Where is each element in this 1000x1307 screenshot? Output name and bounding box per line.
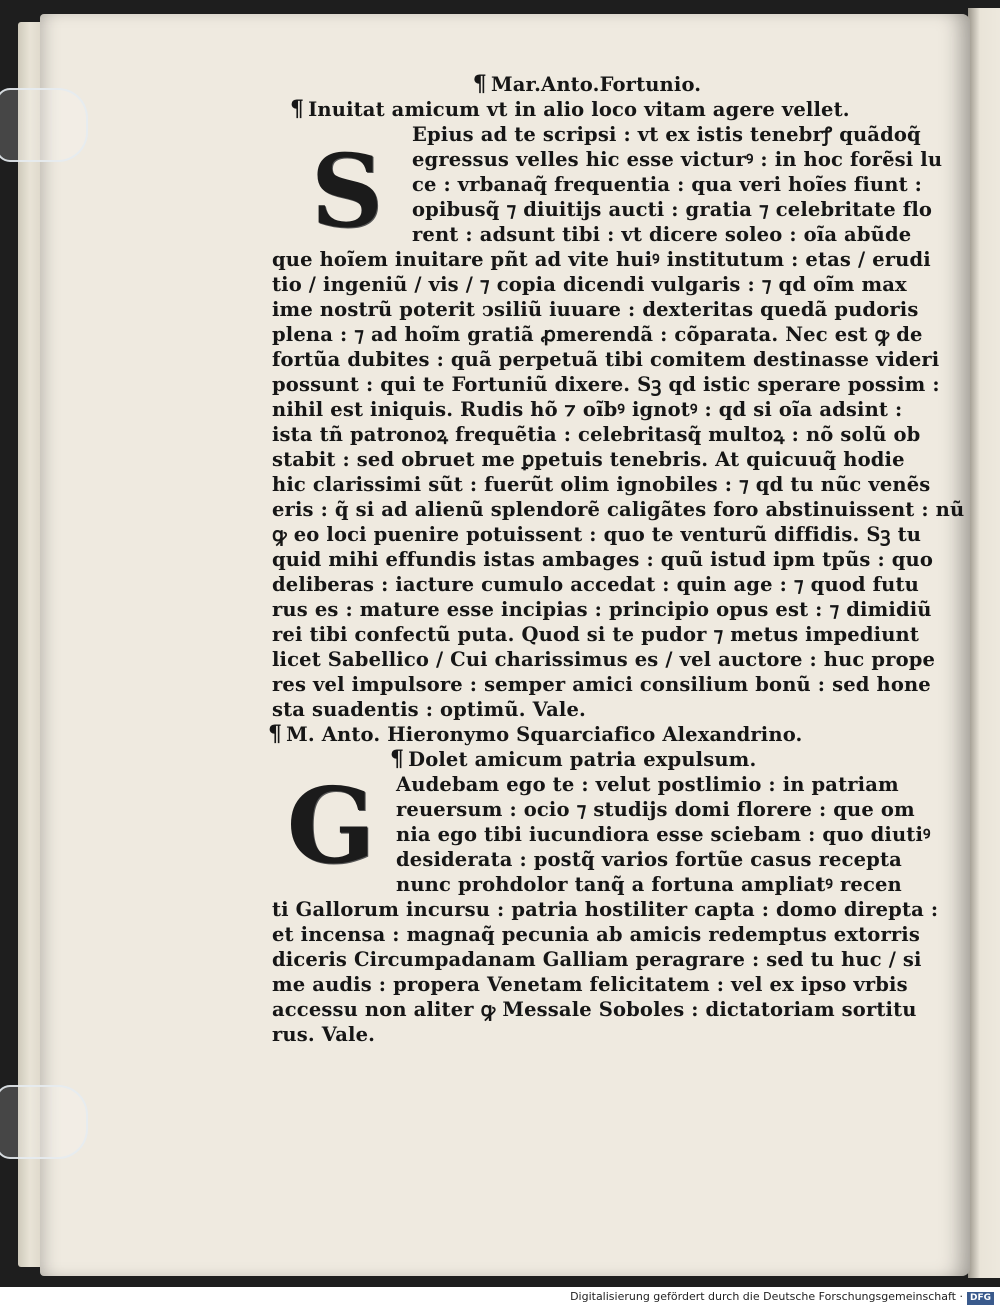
letter1-line: res vel impulsore : semper amici consilium bonũ : sed hone: [272, 673, 931, 696]
letter1-line: tio / ingeniũ / vis / ⁊ copia dicendi vulgaris : ⁊ qd oĩm max: [272, 273, 907, 296]
letter2-line: me audis : propera Venetam felicitatem : vel ex ipso vrbis: [272, 973, 908, 996]
letter1-line: fortũa dubites : quã perpetuã tibi comitem destinasse videri: [272, 348, 940, 371]
letter1-line: rent : adsunt tibi : vt dicere soleo : oĩa abũde: [412, 223, 912, 246]
letter1-line: quid mihi effundis istas ambages : quũ istud ipm tpũs : quo: [272, 548, 934, 571]
letter2-heading: ¶ M. Anto. Hieronymo Squarciafico Alexandrino.: [268, 721, 803, 747]
facing-page-edge: [968, 8, 1000, 1278]
letter1-line: plena : ⁊ ad hoĩm gratiã ꝓmerendã : cõparata. Nec est ꝙ de: [272, 323, 923, 346]
letter1-line: deliberas : iacture cumulo accedat : quin age : ⁊ quod futu: [272, 573, 919, 596]
letter2-subheading: ¶ Dolet amicum patria expulsum.: [390, 746, 757, 772]
letter1-line: licet Sabellico / Cui charissimus es / vel auctore : huc prope: [272, 648, 936, 671]
pilcrow-icon: ¶: [472, 71, 487, 97]
letter1-line: eris : q̃ si ad alienũ splendorẽ caligãtes foro abstinuissent : nũ: [272, 498, 965, 521]
letter1-line: sta suadentis : optimũ. Vale.: [272, 698, 586, 721]
letter-text-block: [262, 71, 965, 1047]
letter1-line: stabit : sed obruet me ꝑpetuis tenebris. At quicuuq̃ hodie: [272, 448, 905, 471]
pilcrow-icon: ¶: [390, 746, 405, 772]
pilcrow-icon: ¶: [290, 96, 305, 122]
letter2-line: nunc prohdolor tanq̃ a fortuna ampliatꝰ recen: [396, 873, 902, 896]
letter1-line: possunt : qui te Fortuniũ dixere. Sꝫ qd istic sperare possim :: [272, 373, 940, 396]
footer-text: Digitalisierung gefördert durch die Deutsche Forschungsgemeinschaft ·: [570, 1290, 963, 1303]
letter1-line: nihil est iniquis. Rudis hõ ⁊ oĩbꝰ ignotꝰ : qd si oĩa adsint :: [272, 398, 903, 421]
letter2-line: ti Gallorum incursu : patria hostiliter capta : domo direpta :: [272, 898, 939, 921]
page-clip-bottom: [0, 1085, 88, 1159]
decorated-initial-s: S: [286, 140, 408, 242]
letter1-line: Epius ad te scripsi : vt ex istis tenebrꝭ quãdoq̃: [412, 123, 921, 146]
page-clip-top: [0, 88, 88, 162]
letter1-line: egressus velles hic esse victurꝰ : in hoc forẽsi lu: [412, 148, 943, 171]
letter1-line: ista tñ patronoꝝ frequẽtia : celebritasq̃ multoꝝ : nõ solũ ob: [272, 423, 921, 446]
letter2-line: nia ego tibi iucundiora esse sciebam : quo diutiꝰ: [396, 823, 931, 846]
letter1-line: ꝙ eo loci puenire potuissent : quo te venturũ diffidis. Sꝫ tu: [272, 523, 922, 546]
letter2-line: diceris Circumpadanam Galliam peragrare : sed tu huc / si: [272, 948, 922, 971]
letter1-subheading: ¶ Inuitat amicum vt in alio loco vitam agere vellet.: [290, 96, 850, 122]
letter1-line: rei tibi confectũ puta. Quod si te pudor ⁊ metus impediunt: [272, 623, 920, 646]
letter2-line: reuersum : ocio ⁊ studijs domi florere : que om: [396, 798, 915, 821]
letter1-heading: ¶ Mar.Anto.Fortunio.: [472, 71, 702, 97]
letter1-line: ime nostrũ poterit ↄsiliũ iuuare : dexteritas quedã pudoris: [272, 298, 919, 321]
letter2-line: accessu non aliter ꝙ Messale Soboles : dictatoriam sortitu: [272, 998, 917, 1021]
letter2-line: et incensa : magnaq̃ pecunia ab amicis redemptus extorris: [272, 923, 920, 946]
letter1-line: opibusq̃ ⁊ diuitijs aucti : gratia ⁊ celebritate flo: [412, 198, 933, 221]
letter1-line: rus es : mature esse incipias : principio opus est : ⁊ dimidiũ: [272, 598, 932, 621]
dfg-logo: DFG: [967, 1292, 994, 1305]
letter1-line: que hoĩem inuitare pñt ad vite huiꝰ institutum : etas / erudi: [272, 248, 931, 271]
letter1-line: ce : vrbanaq̃ frequentia : qua veri hoĩes fiunt :: [412, 173, 923, 196]
footer-credit: [0, 1287, 1000, 1307]
letter2-line: Audebam ego te : velut postlimio : in patriam: [396, 773, 899, 796]
decorated-initial-g: G: [267, 774, 395, 876]
pilcrow-icon: ¶: [268, 721, 283, 747]
letter2-line: desiderata : postq̃ varios fortũe casus recepta: [396, 848, 902, 871]
letter1-line: hic clarissimi sũt : fuerũt olim ignobiles : ⁊ qd tu nũc venẽs: [272, 473, 931, 496]
letter2-line: rus. Vale.: [272, 1023, 376, 1046]
